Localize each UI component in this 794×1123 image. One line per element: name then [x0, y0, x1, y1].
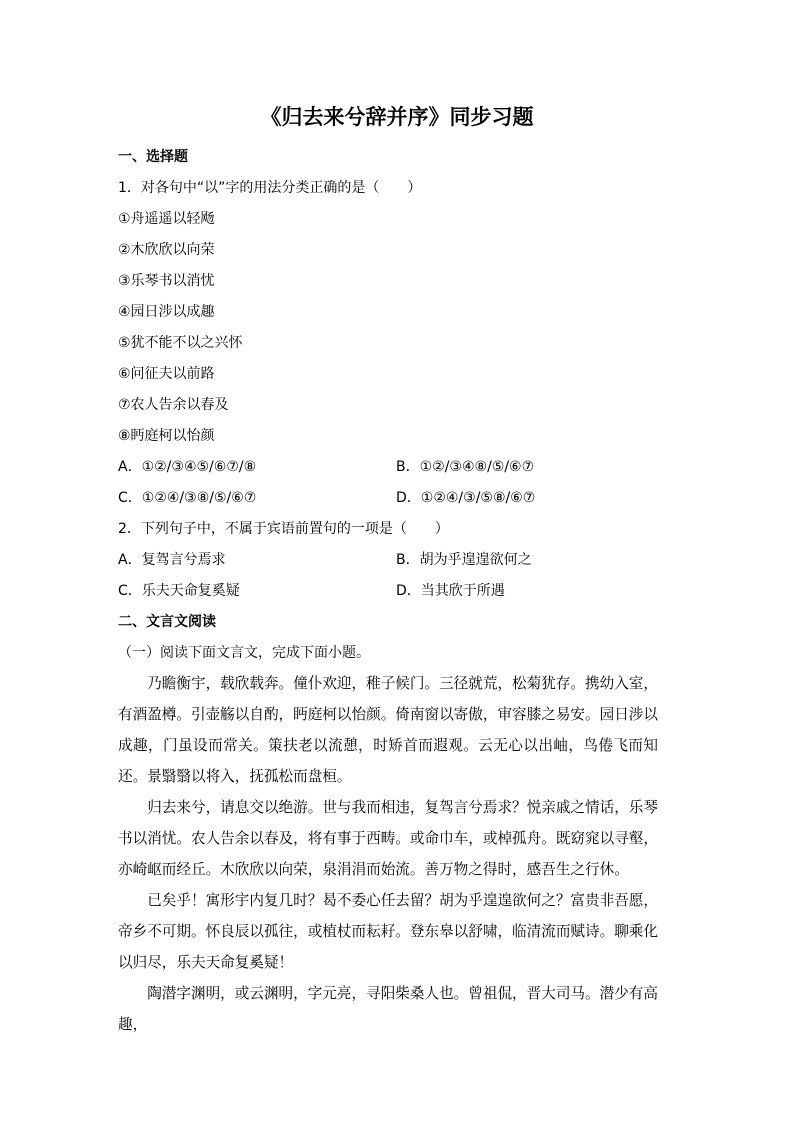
question-2-option-a: A．复驾言兮焉求	[118, 552, 226, 568]
question-1-item: ⑤犹不能不以之兴怀	[118, 335, 243, 351]
question-1-item: ①舟遥遥以轻飏	[118, 211, 215, 227]
passage-paragraph: 已矣乎！寓形宇内复几时？曷不委心任去留？胡为乎遑遑欲何之？富贵非吾愿，帝乡不可期。怀良辰以孤往，或植杖而耘耔。登东皋以舒啸，临清流而赋诗。聊乘化以归尽，乐夫天命复奚疑！	[118, 892, 658, 971]
question-1-item: ②木欣欣以向荣	[118, 242, 215, 258]
question-1-option-b: B．①②/③④⑧/⑤/⑥⑦	[396, 459, 535, 475]
section-heading-reading: 二、文言文阅读	[118, 614, 216, 630]
reading-instruction: （一）阅读下面文言文，完成下面小题。	[118, 645, 370, 661]
question-1-item: ③乐琴书以消忧	[118, 273, 215, 289]
question-1-item: ⑧眄庭柯以怡颜	[118, 428, 215, 444]
question-1-option-a: A．①②/③④⑤/⑥⑦/⑧	[118, 459, 257, 475]
question-1-item: ⑥问征夫以前路	[118, 366, 215, 382]
section-heading-choice: 一、选择题	[118, 149, 188, 165]
question-1-option-d: D．①②④/③/⑤⑧/⑥⑦	[396, 490, 536, 506]
question-2-option-c: C．乐夫天命复奚疑	[118, 583, 240, 599]
passage-paragraph: 归去来兮，请息交以绝游。世与我而相违，复驾言兮焉求？悦亲戚之情话，乐琴书以消忧。农人告余以春及，将有事于西畴。或命巾车，或棹孤舟。既窈窕以寻壑，亦崎岖而经丘。木欣欣以向荣，泉涓涓而始流。善万物之得时，感吾生之行休。	[118, 799, 658, 878]
question-2-option-b: B．胡为乎遑遑欲何之	[396, 552, 532, 568]
question-2-stem: 2．下列句子中，不属于宾语前置句的一项是（ ）	[118, 521, 449, 537]
question-1-item: ⑦农人告余以春及	[118, 397, 229, 413]
passage-paragraph: 乃瞻衡宇，载欣载奔。僮仆欢迎，稚子候门。三径就荒，松菊犹存。携幼入室，有酒盈樽。引壶觞以自酌，眄庭柯以怡颜。倚南窗以寄傲，审容膝之易安。园日涉以成趣，门虽设而常关。策扶老以流憩，时矫首而遐观。云无心以出岫，鸟倦飞而知还。景翳翳以将入，抚孤松而盘桓。	[118, 675, 658, 785]
question-1-stem: 1．对各句中“以”字的用法分类正确的是（ ）	[118, 180, 422, 196]
passage-paragraph: 陶潜字渊明，或云渊明，字元亮，寻阳柴桑人也。曾祖侃，晋大司马。潜少有高趣，	[118, 985, 658, 1033]
page-title: 《归去来兮辞并序》同步习题	[260, 104, 534, 129]
question-1-option-c: C．①②④/③⑧/⑤/⑥⑦	[118, 490, 257, 506]
question-2-option-d: D．当其欣于所遇	[396, 583, 505, 599]
question-1-item: ④园日涉以成趣	[118, 304, 215, 320]
